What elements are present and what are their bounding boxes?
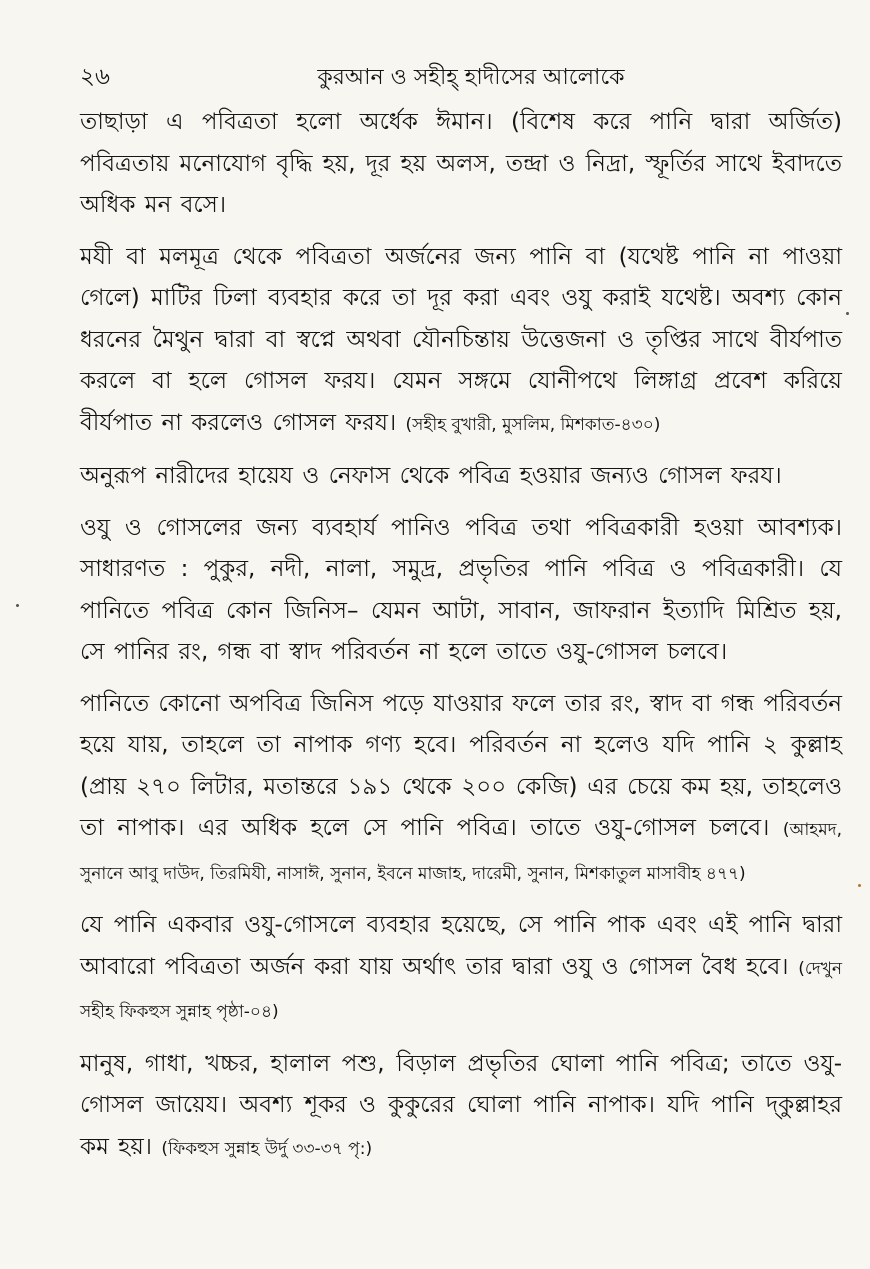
paragraph-text: ওযু ও গোসলের জন্য ব্যবহার্য পানিও পবিত্র তথা পবিত্রকারী হওয়া আবশ্যক। সাধারণত : পুকুর, নদী, নালা, সমুদ্র, প্রভৃতির পানি পবিত্র ও পবিত্রকারী। যে পানিতে পবিত্র কোন জিনিস– যেমন আটা, সাবান, জাফরান ইত্যাদি মিশ্রিত হয়, সে পানির রং, গন্ধ বা স্বাদ পরিবর্তন না হলে তাতে ওযু-গোসল চলবে। <box>80 514 842 665</box>
paper-speck <box>858 884 861 887</box>
paragraph-water-purity <box>80 508 842 674</box>
paper-speck <box>846 312 849 315</box>
paragraph-impure-water <box>80 684 842 896</box>
citation: (ফিকহুস সুন্নাহ উর্দু ৩৩-৩৭ পৃ:) <box>161 1138 373 1159</box>
citation: (দেখুন সহীহ ফিকহুস সুন্নাহ পৃষ্ঠা-০৪) <box>80 958 843 1022</box>
paragraph-madhi-ghusl <box>80 237 842 447</box>
citation: (সহীহ বুখারী, মুসলিম, মিশকাত-৪৩০) <box>405 414 661 435</box>
paragraph-purity-half-iman <box>80 102 842 227</box>
paragraph-leftover-water <box>80 1044 842 1171</box>
paper-speck <box>16 604 19 607</box>
citation: (আহমদ, সুনানে আবু দাউদ, তিরমিযী, নাসাঈ, সুনান, ইবনে মাজাহ, দারেমী, সুনান, মিশকাতুল মাসাবীহ ৪৭৭) <box>80 820 842 884</box>
page-number: ২৬ <box>80 64 110 90</box>
running-title: কুরআন ও সহীহ্ হাদীসের আলোকে <box>317 65 625 90</box>
paragraph-text: পানিতে কোনো অপবিত্র জিনিস পড়ে যাওয়ার ফলে তার রং, স্বাদ বা গন্ধ পরিবর্তন হয়ে যায়, তাহলে তা নাপাক গণ্য হবে। পরিবর্তন না হলেও যদি পানি ২ কুল্লাহ (প্রায় ২৭০ লিটার, মতান্তরে ১৯১ থেকে ২০০ কেজি) এর চেয়ে কম হয়, তাহলেও তা নাপাক। এর অধিক হলে সে পানি পবিত্র। তাতে ওযু-গোসল চলবে। <box>80 690 842 841</box>
paragraph-text: মযী বা মলমূত্র থেকে পবিত্রতা অর্জনের জন্য পানি বা (যথেষ্ট পানি না পাওয়া গেলে) মাটির ঢিলা ব্যবহার করে তা দূর করা এবং ওযু করাই যথেষ্ট। অবশ্য কোন ধরনের মৈথুন দ্বারা বা স্বপ্নে অথবা যৌনচিন্তায় উত্তেজনা ও তৃপ্তির সাথে বীর্যপাত করলে বা হলে গোসল ফরয। যেমন সঙ্গমে যোনীপথে লিঙ্গাগ্র প্রবেশ করিয়ে বীর্যপাত না করলেও গোসল ফরয। <box>80 243 842 436</box>
page-header <box>80 58 842 102</box>
paragraph-text: অনুরূপ নারীদের হায়েয ও নেফাস থেকে পবিত্র হওয়ার জন্যও গোসল ফরয। <box>80 463 782 489</box>
paragraph-used-water <box>80 905 842 1034</box>
paragraph-text: মানুষ, গাধা, খচ্চর, হালাল পশু, বিড়াল প্রভৃতির ঘোলা পানি পবিত্র; তাতে ওযু-গোসল জায়েয। অবশ্য শূকর ও কুকুরের ঘোলা পানি নাপাক। যদি পানি দ্কুল্লাহর কম হয়। <box>80 1050 842 1160</box>
paragraph-haiz-nifas <box>80 456 842 498</box>
paragraph-text: তাছাড়া এ পবিত্রতা হলো অর্ধেক ঈমান। (বিশেষ করে পানি দ্বারা অর্জিত) পবিত্রতায় মনোযোগ বৃদ্ধি হয়, দূর হয় অলস, তন্দ্রা ও নিদ্রা, স্ফূর্তির সাথে ইবাদতে অধিক মন বসে। <box>80 109 842 218</box>
paragraph-text: যে পানি একবার ওযু-গোসলে ব্যবহার হয়েছে, সে পানি পাক এবং এই পানি দ্বারা আবারো পবিত্রতা অর্জন করা যায় অর্থাৎ তার দ্বারা ওযু ও গোসল বৈধ হবে। <box>80 912 842 980</box>
